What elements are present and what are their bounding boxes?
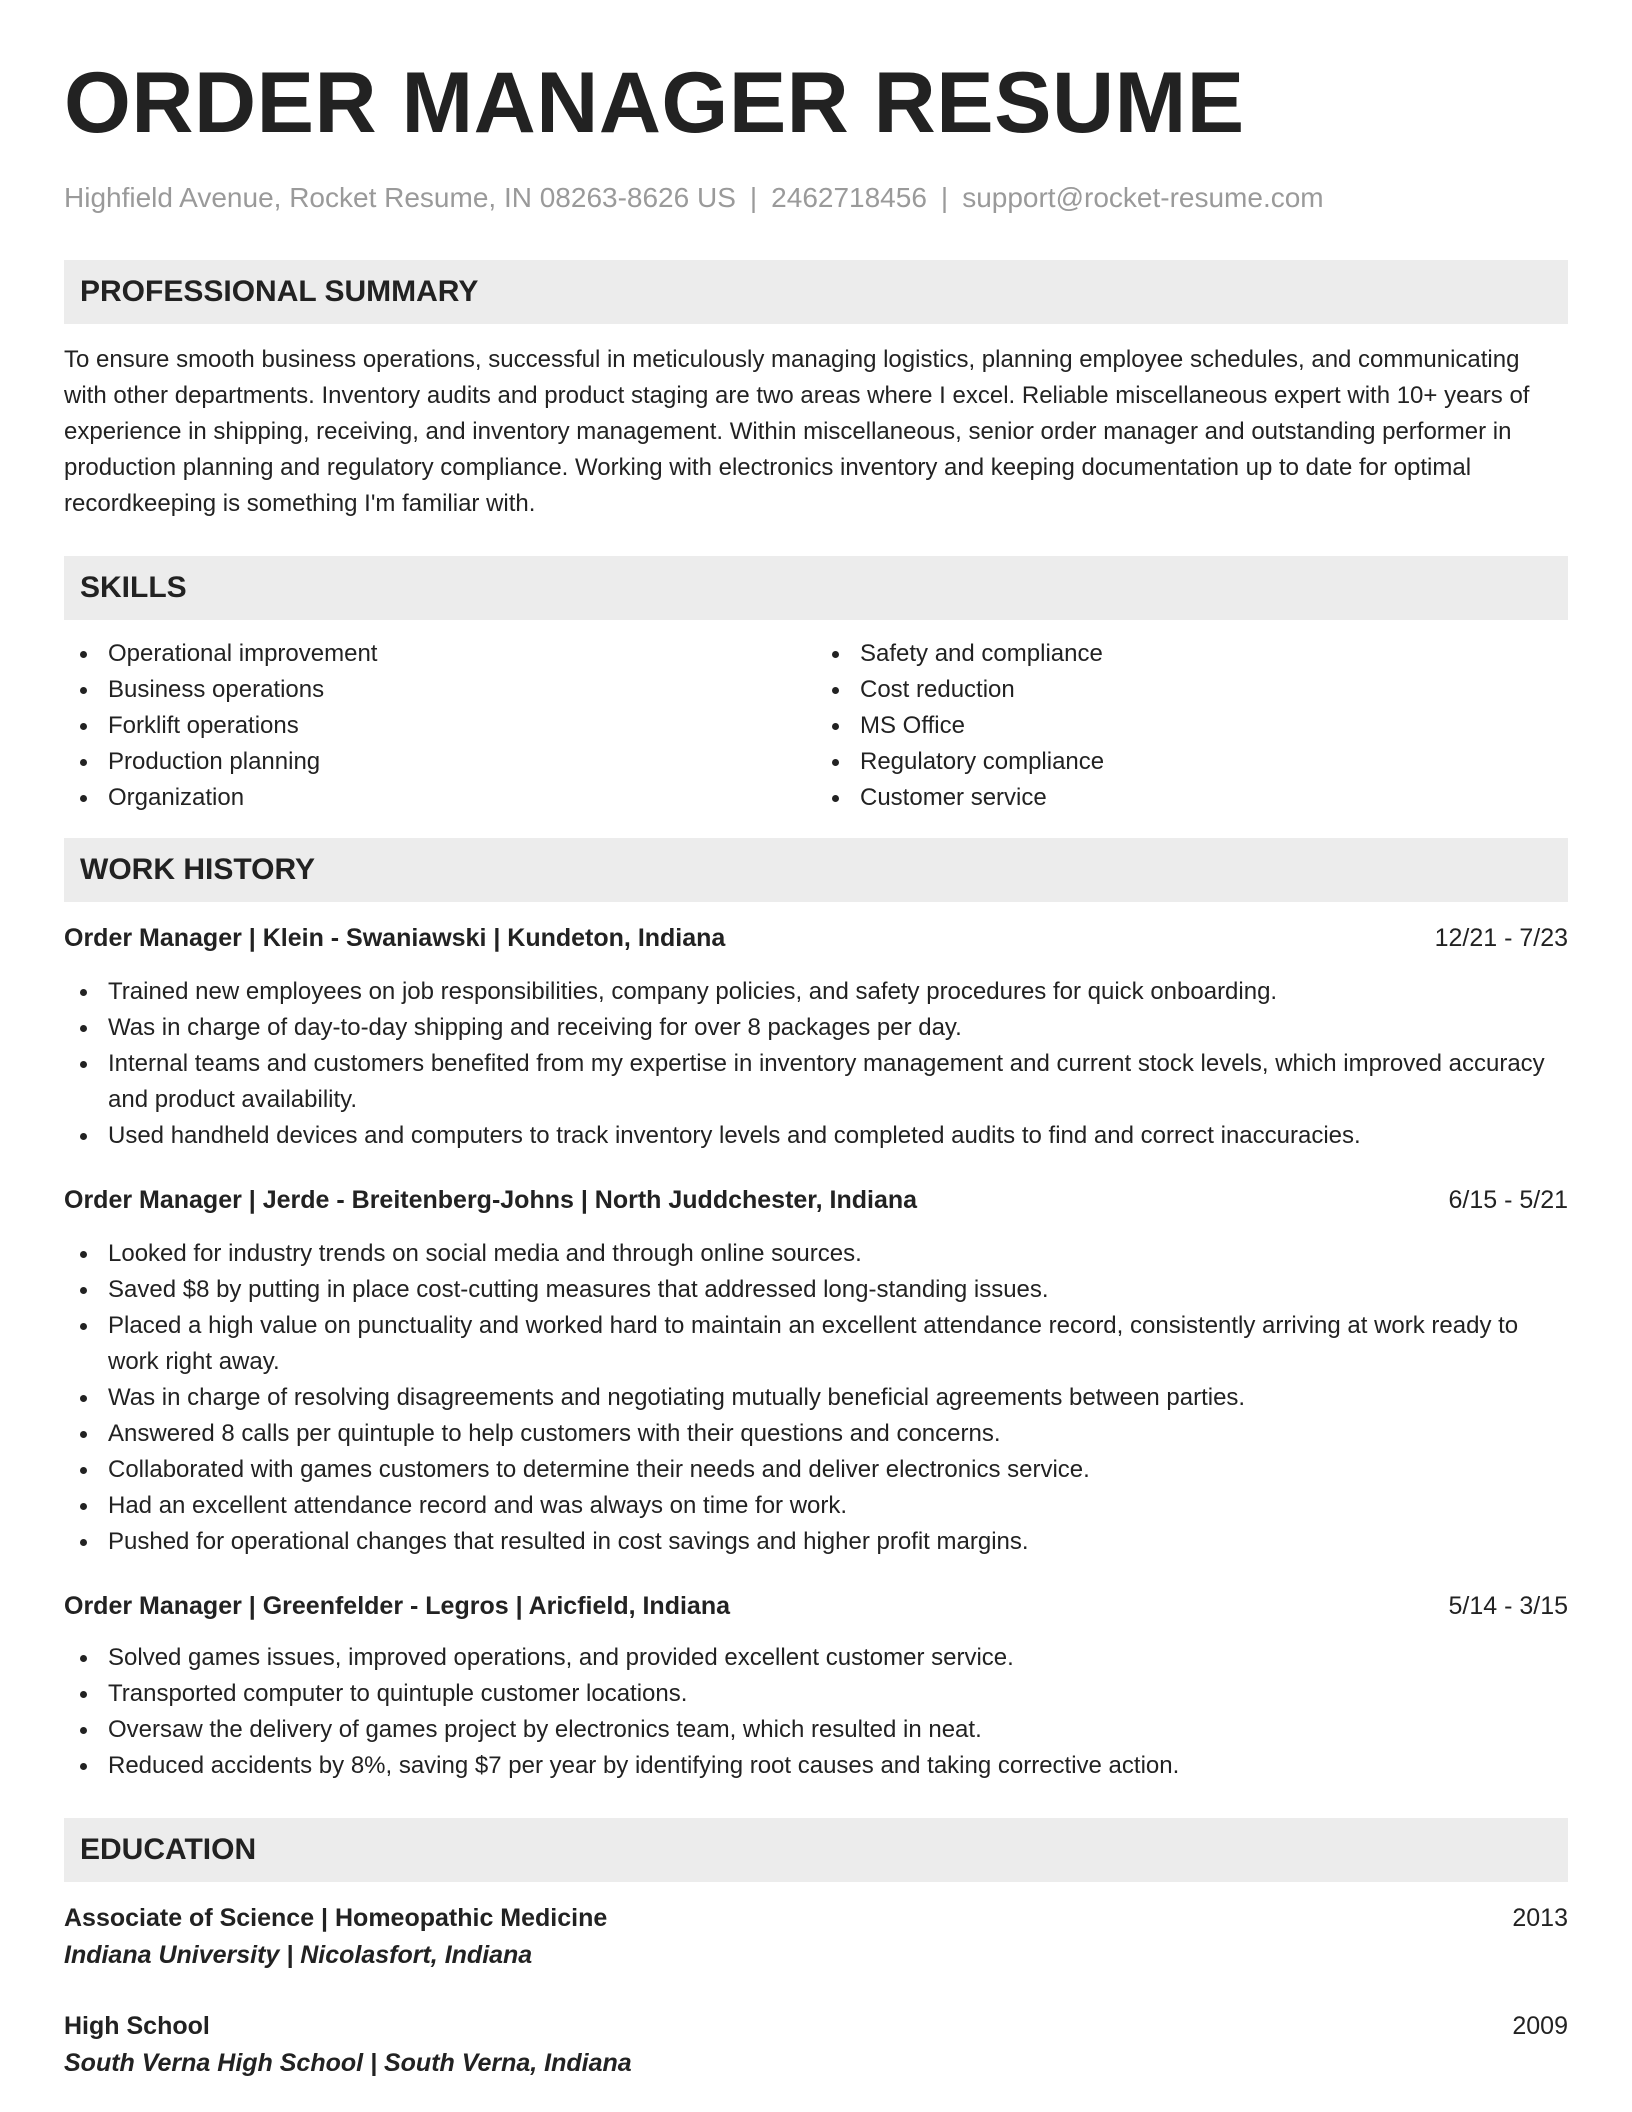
job-bullet: Reduced accidents by 8%, saving $7 per year by identifying root causes and taking corrective action. (64, 1748, 1568, 1784)
job-dates: 6/15 - 5/21 (1448, 1186, 1568, 1214)
job-bullets (64, 974, 1568, 1154)
skill-item: Cost reduction (816, 672, 1568, 708)
education-year: 2013 (1512, 1904, 1568, 1932)
job-entry (64, 1588, 1568, 1784)
job-bullet: Trained new employees on job responsibilities, company policies, and safety procedures for quick onboarding. (64, 974, 1568, 1010)
job-title: Order Manager | Klein - Swaniawski | Kundeton, Indiana (64, 924, 726, 952)
skill-item: Safety and compliance (816, 636, 1568, 672)
job-bullet: Was in charge of resolving disagreements and negotiating mutually beneficial agreements between parties. (64, 1380, 1568, 1416)
job-entry (64, 920, 1568, 1154)
education-entry (64, 1900, 1568, 1974)
job-entry (64, 1182, 1568, 1560)
education-school: South Verna High School | South Verna, Indiana (64, 2049, 632, 2077)
job-bullet: Oversaw the delivery of games project by electronics team, which resulted in neat. (64, 1712, 1568, 1748)
job-bullet: Placed a high value on punctuality and worked hard to maintain an excellent attendance record, consistently arriving at work ready to work right away. (64, 1308, 1568, 1380)
skill-item: Organization (64, 780, 816, 816)
work-history-heading: WORK HISTORY (64, 838, 1568, 902)
skill-item: MS Office (816, 708, 1568, 744)
job-bullets (64, 1640, 1568, 1784)
summary-heading: PROFESSIONAL SUMMARY (64, 260, 1568, 324)
skill-item: Business operations (64, 672, 816, 708)
contact-phone: 2462718456 (771, 182, 927, 213)
contact-separator: | (940, 182, 949, 213)
skill-item: Regulatory compliance (816, 744, 1568, 780)
education-degree: Associate of Science | Homeopathic Medicine (64, 1904, 608, 1932)
skills-column-right (816, 636, 1568, 816)
job-bullet: Used handheld devices and computers to track inventory levels and completed audits to find and correct inaccuracies. (64, 1118, 1568, 1154)
skill-item: Production planning (64, 744, 816, 780)
skills-column-left (64, 636, 816, 816)
education-degree: High School (64, 2012, 210, 2040)
summary-text: To ensure smooth business operations, successful in meticulously managing logistics, planning employee schedules, and communicating with other departments. Inventory audits and product staging are two areas where I excel. Reliable miscellaneous expert with 10+ years of experience in shipping, receiving, and inventory management. Within miscellaneous, senior order manager and outstanding performer in production planning and regulatory compliance. Working with electronics inventory and keeping documentation up to date for optimal recordkeeping is something I'm familiar with. (64, 346, 1530, 517)
education-heading: EDUCATION (64, 1818, 1568, 1882)
education-entry (64, 2008, 1568, 2082)
job-bullet: Solved games issues, improved operations, and provided excellent customer service. (64, 1640, 1568, 1676)
job-bullets (64, 1236, 1568, 1560)
job-header (64, 1588, 1568, 1624)
job-title: Order Manager | Greenfelder - Legros | Aricfield, Indiana (64, 1592, 731, 1620)
education-header (64, 1900, 1568, 1936)
skills-heading: SKILLS (64, 556, 1568, 620)
contact-line (64, 182, 1568, 216)
job-bullet: Collaborated with games customers to determine their needs and deliver electronics service. (64, 1452, 1568, 1488)
job-header (64, 1182, 1568, 1218)
job-dates: 12/21 - 7/23 (1434, 924, 1568, 952)
job-bullet: Was in charge of day-to-day shipping and receiving for over 8 packages per day. (64, 1010, 1568, 1046)
contact-separator: | (749, 182, 758, 213)
job-bullet: Saved $8 by putting in place cost-cutting measures that addressed long-standing issues. (64, 1272, 1568, 1308)
job-bullet: Internal teams and customers benefited from my expertise in inventory management and current stock levels, which improved accuracy and product availability. (64, 1046, 1568, 1118)
contact-email: support@rocket-resume.com (962, 182, 1324, 213)
skill-item: Forklift operations (64, 708, 816, 744)
skill-item: Customer service (816, 780, 1568, 816)
job-bullet: Looked for industry trends on social media and through online sources. (64, 1236, 1568, 1272)
job-dates: 5/14 - 3/15 (1448, 1592, 1568, 1620)
job-bullet: Pushed for operational changes that resulted in cost savings and higher profit margins. (64, 1524, 1568, 1560)
job-bullet: Had an excellent attendance record and was always on time for work. (64, 1488, 1568, 1524)
resume-title: ORDER MANAGER RESUME (64, 55, 1245, 151)
education-school: Indiana University | Nicolasfort, Indiana (64, 1941, 533, 1969)
education-header (64, 2008, 1568, 2044)
skill-item: Operational improvement (64, 636, 816, 672)
job-bullet: Answered 8 calls per quintuple to help customers with their questions and concerns. (64, 1416, 1568, 1452)
skills-list (64, 636, 1568, 816)
job-bullet: Transported computer to quintuple customer locations. (64, 1676, 1568, 1712)
job-title: Order Manager | Jerde - Breitenberg-Johns | North Juddchester, Indiana (64, 1186, 918, 1214)
education-year: 2009 (1512, 2012, 1568, 2040)
contact-address: Highfield Avenue, Rocket Resume, IN 08263-8626 US (64, 182, 736, 213)
job-header (64, 920, 1568, 956)
